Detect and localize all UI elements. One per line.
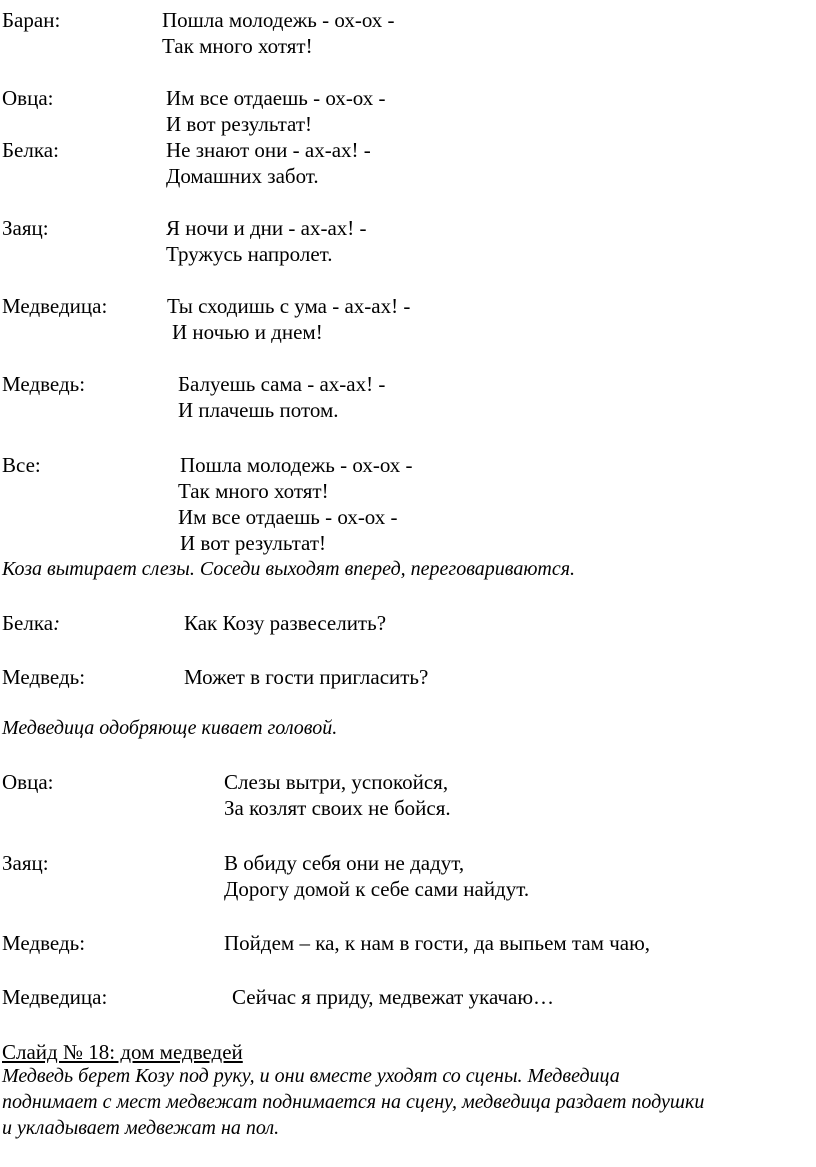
stage-direction: Медведица одобряюще кивает головой. [2,717,338,739]
slide-heading: Слайд № 18: дом медведей [2,1040,243,1064]
dialogue-line: Не знают они - ах-ах! - [166,138,371,162]
dialogue-line: И вот результат! [180,531,326,555]
speaker-name: Медведица: [2,294,108,318]
dialogue-line: Тружусь напролет. [166,242,333,266]
dialogue-line: Дорогу домой к себе сами найдут. [224,877,530,901]
dialogue-line: Пошла молодежь - ох-ох - [180,453,413,477]
dialogue-line: За козлят своих не бойся. [224,796,451,820]
speaker-name-text: Белка [2,611,54,635]
speaker-name: Медведь: [2,931,86,955]
stage-direction: Медведь берет Козу под руку, и они вместе уходят со сцены. Медведица [2,1065,620,1087]
dialogue-line: И вот результат! [166,112,312,136]
dialogue-line: Так много хотят! [162,34,313,58]
dialogue-line: Так много хотят! [178,479,329,503]
speaker-name: Заяц: [2,851,49,875]
dialogue-line: И ночью и днем! [172,320,323,344]
dialogue-line: И плачешь потом. [178,398,339,422]
speaker-colon: : [53,611,61,635]
speaker-name: Заяц: [2,216,49,240]
speaker-name: Овца: [2,770,54,794]
dialogue-line: Пойдем – ка, к нам в гости, да выпьем там чаю, [224,931,651,955]
speaker-name: Все: [2,453,41,477]
dialogue-line: Слезы вытри, успокойся, [224,770,449,794]
speaker-name: Медведица: [2,985,108,1009]
speaker-name [2,610,60,636]
stage-direction: Коза вытирает слезы. Соседи выходят вперед, переговариваются. [2,558,576,580]
dialogue-line: Балуешь сама - ах-ах! - [178,372,386,396]
dialogue-line: Я ночи и дни - ах-ах! - [166,216,367,240]
stage-direction: поднимает с мест медвежат поднимается на сцену, медведица раздает подушки [2,1091,705,1113]
dialogue-line: Ты сходишь с ума - ах-ах! - [167,294,411,318]
speaker-name: Баран: [2,8,61,32]
dialogue-line: Сейчас я приду, медвежат укачаю… [232,985,555,1009]
dialogue-line: Может в гости пригласить? [184,665,429,689]
dialogue-line: Как Козу развеселить? [184,611,387,635]
speaker-name: Медведь: [2,665,86,689]
dialogue-line: Им все отдаешь - ох-ох - [166,86,386,110]
dialogue-line: Пошла молодежь - ох-ох - [162,8,395,32]
stage-direction: и укладывает медвежат на пол. [2,1117,280,1139]
dialogue-line: Домашних забот. [166,164,319,188]
speaker-name: Овца: [2,86,54,110]
speaker-name: Белка: [2,138,59,162]
speaker-name: Медведь: [2,372,86,396]
dialogue-line: В обиду себя они не дадут, [224,851,465,875]
dialogue-line: Им все отдаешь - ох-ох - [178,505,398,529]
